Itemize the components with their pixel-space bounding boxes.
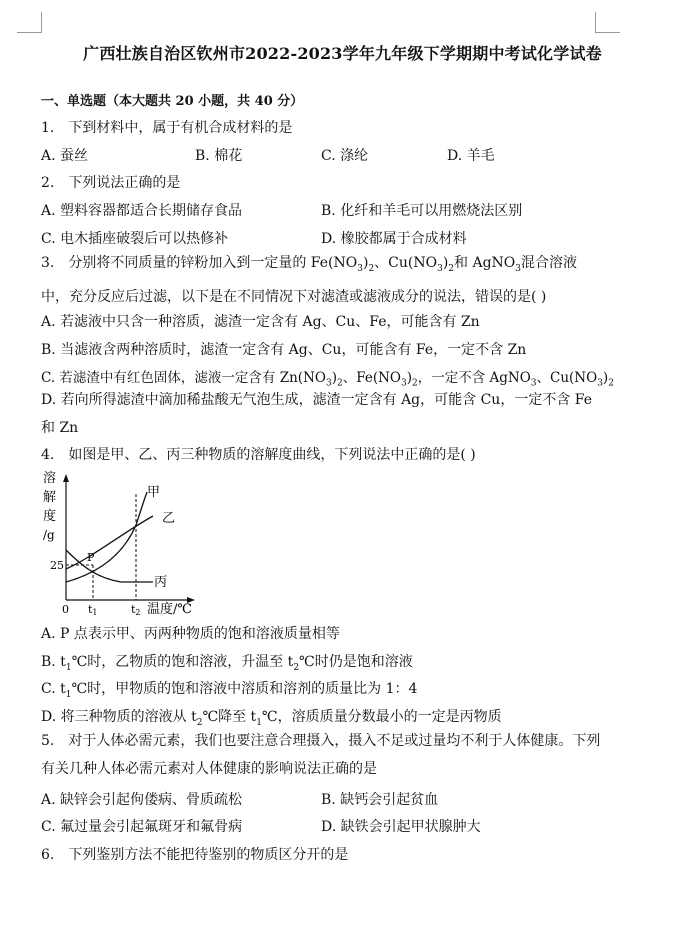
ylabel-char-2: 解 <box>43 490 57 505</box>
question-3-option-a[interactable]: A. 若滤液中只含一种溶质，滤渣一定含有 Ag、Cu、Fe，可能含有 Zn <box>41 314 480 330</box>
x-tick-t1: t1 <box>88 603 98 617</box>
x-axis-label: 温度/℃ <box>147 602 192 617</box>
question-4-option-c[interactable]: C. $t_1℃$时，甲物质的饱和溶液中溶质和溶剂的质量比为 1：4 <box>41 681 418 700</box>
question-5-option-b[interactable]: B. 缺钙会引起贫血 <box>321 792 439 808</box>
question-2-option-b[interactable]: B. 化纤和羊毛可以用燃烧法区别 <box>321 203 523 219</box>
question-1-option-b[interactable]: B. 棉花 <box>195 148 243 164</box>
question-3-option-c[interactable]: C. 若滤渣中有红色固体，滤液一定含有 $Zn(NO_3)_2$、$Fe(NO_3)_2$，一定不含 AgNO$_3$、$Cu(NO_3)_2$ <box>41 370 614 389</box>
question-1-option-d[interactable]: D. 羊毛 <box>447 148 495 164</box>
label-jia: 甲 <box>147 485 161 500</box>
curve-jia <box>66 492 147 582</box>
crop-mark-right <box>595 12 620 33</box>
question-4-stem: 4. 如图是甲、乙、丙三种物质的溶解度曲线，下列说法中正确的是( ) <box>41 447 476 463</box>
x-tick-t2: t2 <box>131 603 141 617</box>
ylabel-char-3: 度 <box>43 509 57 524</box>
question-4-option-d[interactable]: D. 将三种物质的溶液从 $t_2℃$降至 $t_1℃$，溶质质量分数最小的一定是丙物质 <box>41 709 502 728</box>
question-3-stem: 3. 分别将不同质量的锌粉加入到一定量的 $Fe(NO_3)_2$、$Cu(NO_3)_2$和 AgNO$_3$混合溶液中，充分反应后过滤，以下是在不同情况下对滤渣或滤液成分的说法，错误的是( ) <box>41 255 578 305</box>
point-p-label: P <box>87 551 95 564</box>
label-bing: 丙 <box>154 575 168 590</box>
question-1-stem: 1. 下到材料中，属于有机合成材料的是 <box>41 120 293 136</box>
label-yi: 乙 <box>162 511 176 526</box>
question-5-option-c[interactable]: C. 氟过量会引起氟斑牙和氟骨病 <box>41 819 243 835</box>
question-4-option-b[interactable]: B. $t_1℃$时，乙物质的饱和溶液，升温至 $t_2℃$时仍是饱和溶液 <box>41 654 413 673</box>
question-3-option-b[interactable]: B. 当滤液含两种溶质时，滤渣一定含有 Ag、Cu，可能含有 Fe，一定不含 Zn <box>41 342 527 358</box>
question-2-option-c[interactable]: C. 电木插座破裂后可以热修补 <box>41 231 229 247</box>
question-6-stem: 6. 下列鉴别方法不能把待鉴别的物质区分开的是 <box>41 847 349 863</box>
question-4-option-a[interactable]: A. P 点表示甲、丙两种物质的饱和溶液质量相等 <box>41 626 340 642</box>
ylabel-char-4: /g <box>43 528 55 542</box>
question-1-option-c[interactable]: C. 涤纶 <box>321 148 369 164</box>
x-tick-0: 0 <box>62 603 69 616</box>
question-2-option-d[interactable]: D. 橡胶都属于合成材料 <box>321 231 467 247</box>
question-2-stem: 2. 下列说法正确的是 <box>41 175 181 191</box>
question-5-option-a[interactable]: A. 缺锌会引起佝偻病、骨质疏松 <box>41 792 243 808</box>
question-5-option-d[interactable]: D. 缺铁会引起甲状腺肿大 <box>321 819 481 835</box>
question-3-option-d[interactable]: D. 若向所得滤渣中滴加稀盐酸无气泡生成，滤渣一定含有 Ag，可能含 Cu，一定不含 Fe 和 Zn <box>41 392 593 436</box>
solubility-curve-graph <box>41 470 201 618</box>
question-1-option-a[interactable]: A. 蚕丝 <box>41 148 89 164</box>
section-heading: 一、单选题（本大题共 20 小题，共 40 分） <box>41 94 304 109</box>
page-title: 广西壮族自治区钦州市2022-2023学年九年级下学期期中考试化学试卷 <box>83 44 602 63</box>
crop-mark-left <box>17 12 42 33</box>
question-5-stem: 5. 对于人体必需元素，我们也要注意合理摄入，摄入不足或过量均不利于人体健康。下列有关几种人体必需元素对人体健康的影响说法正确的是 <box>41 733 601 777</box>
y-axis-arrow <box>63 474 69 482</box>
question-2-option-a[interactable]: A. 塑料容器都适合长期储存食品 <box>41 203 243 219</box>
ylabel-char-1: 溶 <box>43 471 57 486</box>
y-tick-25: 25 <box>50 559 64 572</box>
